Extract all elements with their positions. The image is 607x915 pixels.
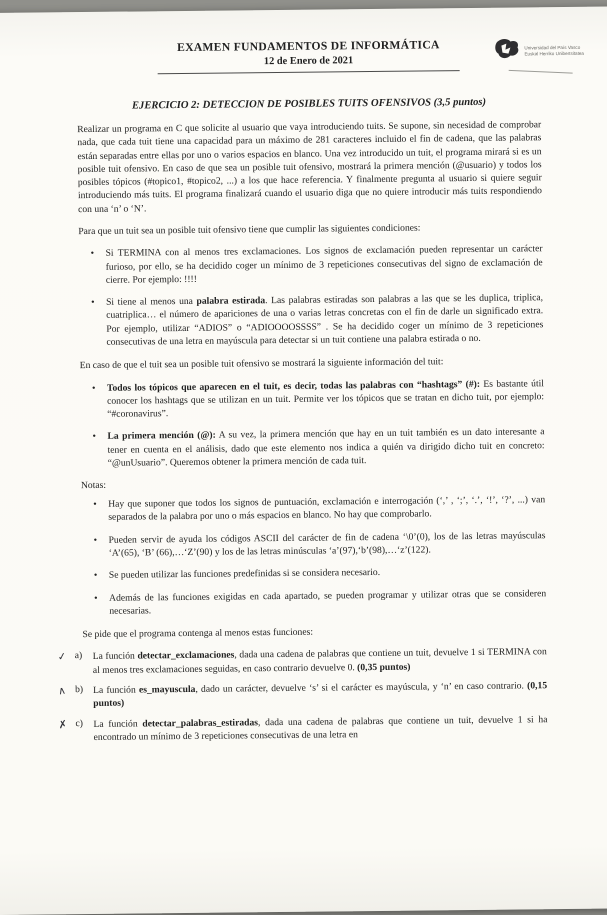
function-item-a <box>83 646 547 677</box>
item-label: b) <box>75 684 93 711</box>
function-name: detectar_exclamaciones <box>137 650 234 662</box>
item-label: c) <box>75 718 93 745</box>
function-description <box>93 713 547 744</box>
university-logo-row <box>494 37 586 65</box>
info-text-bold: La primera mención (@): <box>107 430 215 442</box>
item-label: a) <box>75 650 93 677</box>
condition-text: Si tiene al menos una <box>106 296 197 308</box>
condition-text-bold: palabra estirada <box>196 295 265 307</box>
info-text-rest: Es bastante útil conocer los hashtags que se utilizan en un tuit. Permite ver los tópicos que se tratan en dicho tuit, por ejemplo: “#coronavirus”. <box>107 378 544 420</box>
note-item <box>109 587 546 618</box>
scanned-exam-page <box>0 6 607 915</box>
info-list <box>80 377 545 471</box>
functions-list <box>83 646 548 745</box>
notes-label: Notas: <box>81 475 545 491</box>
notes-list <box>81 493 546 618</box>
exam-header <box>76 37 540 75</box>
conditions-intro: Para que un tuit sea un posible tuit ofensivo tiene que cumplir las siguientes condiciones: <box>78 220 542 238</box>
exercise-title: EJERCICIO 2: DETECCION DE POSIBLES TUITS OFENSIVOS (3,5 puntos) <box>77 96 541 112</box>
conditions-list <box>78 242 543 349</box>
info-item <box>107 426 544 470</box>
note-item <box>108 493 545 524</box>
function-points: (0,15 puntos) <box>93 680 547 709</box>
info-text-rest: A su vez, la primera mención que hay en un tuit también es un dato interesante a tener en cuenta en el análisis, dado que este elemento nos indica a quién va dirigido dicho tuit en concreto: “@unUsuario”. Queremos obtener la primera mención de cada tuit. <box>108 427 545 469</box>
handwritten-line <box>509 70 573 74</box>
function-text-rest: , dada una cadena de palabras que contiene un tuit, devuelve 1 si TERMINA con al menos tres exclamaciones seguidas, en caso contrario devuelve 0. <box>93 647 547 676</box>
functions-intro: Se pide que el programa contenga al menos estas funciones: <box>82 623 546 641</box>
intro-paragraph: Realizar un programa en C que solicite al usuario que vaya introduciendo tuits. Se supone, sin necesidad de comprobar nada, que cada tuit tiene una capacidad para un máximo de 281 caracteres incluido el fin de cadena, que las palabras están separadas entre ellas por uno o varios espacios en blanco. Una vez introducido un tuit, el programa mirará si es un posible tuit ofensivo. En caso de que sea un posible tuit ofensivo, mostrará la primera mención (@usuario) y todos los posibles tópicos (#topico1, #topico2, ...) a los que hace referencia. Y finalmente pregunta al usuario si quiere seguir introduciendo más tuits. El programa finalizará cuando el usuario diga que no quiere introducir más tuits respondiendo con una ‘n’ o ‘N’. <box>77 118 542 216</box>
info-item <box>107 377 544 421</box>
condition-text-rest: . Las palabras estiradas son palabras a las que se les duplica, triplica, cuatriplica… el número de apariciones de una o varias letras concretas con el fin de darle un significado extra. Por ejemplo, utilizar “ADIOS” o “ADIOOOOSSSS” . Se ha decidido coger un mínimo de 3 repeticiones consecutivas de una letra en mayúscula para detectar si un tuit contiene una palabra estirada o no. <box>106 292 543 347</box>
note-text: Además de las funciones exigidas en cada apartado, se pueden programar y utilizar otras que se consideren necesarias. <box>109 588 546 617</box>
condition-item <box>105 242 542 286</box>
handwritten-mark: ✓ <box>57 650 77 679</box>
function-text: La función <box>93 651 138 662</box>
function-item-b <box>83 679 547 710</box>
exam-date: 12 de Enero de 2021 <box>177 54 440 68</box>
handwritten-mark: ✗ <box>57 717 77 746</box>
university-logo <box>494 37 586 73</box>
note-text: Se pueden utilizar las funciones predefinidas si se considera necesario. <box>109 567 380 581</box>
exam-title: EXAMEN FUNDAMENTOS DE INFORMÁTICA <box>177 38 440 54</box>
function-points: (0,35 puntos) <box>357 661 410 673</box>
function-text: La función <box>93 684 139 695</box>
university-logo-text <box>524 45 584 57</box>
function-name: es_mayuscula <box>139 684 196 696</box>
note-text: Hay que suponer que todos los signos de puntuación, exclamación e interrogación (‘,’ , ‘;’, ‘.’, ‘!’, ‘?’, ...) van separados de la palabra por uno o más espacios en blanco. No hay que comprobarlo. <box>108 494 545 523</box>
condition-item <box>106 291 544 349</box>
function-item-c <box>83 713 547 744</box>
condition-text: Si TERMINA con al menos tres exclamaciones. Los signos de exclamación pueden representar un carácter furioso, por ello, se ha decidido coger un mínimo de 3 repeticiones consecutivas del signo de exclamación de cierre. Por ejemplo: !!!! <box>105 243 542 285</box>
university-name-es: Universidad del País Vasco <box>524 45 584 51</box>
university-logo-icon <box>494 37 520 64</box>
function-text: La función <box>93 718 142 730</box>
handwritten-mark: ∧ <box>57 683 77 712</box>
info-text-bold: Todos los tópicos que aparecen en el tuit, es decir, todas las palabras con “hashtags” (#): <box>107 378 480 393</box>
page-content <box>0 6 607 745</box>
function-text-rest: , dada una cadena de palabras que contiene un tuit, devuelve 1 si ha encontrado un mínimo de 3 repeticiones consecutivas de una letra en <box>94 714 548 743</box>
info-intro: En caso de que el tuit sea un posible tuit ofensivo se mostrará la siguiente información del tuit: <box>80 354 544 372</box>
note-item <box>109 565 546 583</box>
function-description <box>93 679 547 710</box>
function-name: detectar_palabras_estiradas <box>142 717 258 729</box>
exam-header-titleblock <box>157 38 460 74</box>
university-name-eu: Euskal Herriko Unibertsitatea <box>524 50 584 56</box>
note-item <box>108 529 545 560</box>
function-text-rest: , dado un carácter, devuelve ‘s’ si el carácter es mayúscula, y ‘n’ en caso contrario. <box>195 680 527 694</box>
note-text: Pueden servir de ayuda los códigos ASCII del carácter de fin de cadena ‘\0’(0), los de las letras mayúsculas ‘A’(65), ‘B’ (66),…‘Z’(90) y los de las letras minúsculas ‘a’(97),‘b’(98),…‘z’(122). <box>108 530 545 559</box>
function-description <box>93 646 547 677</box>
